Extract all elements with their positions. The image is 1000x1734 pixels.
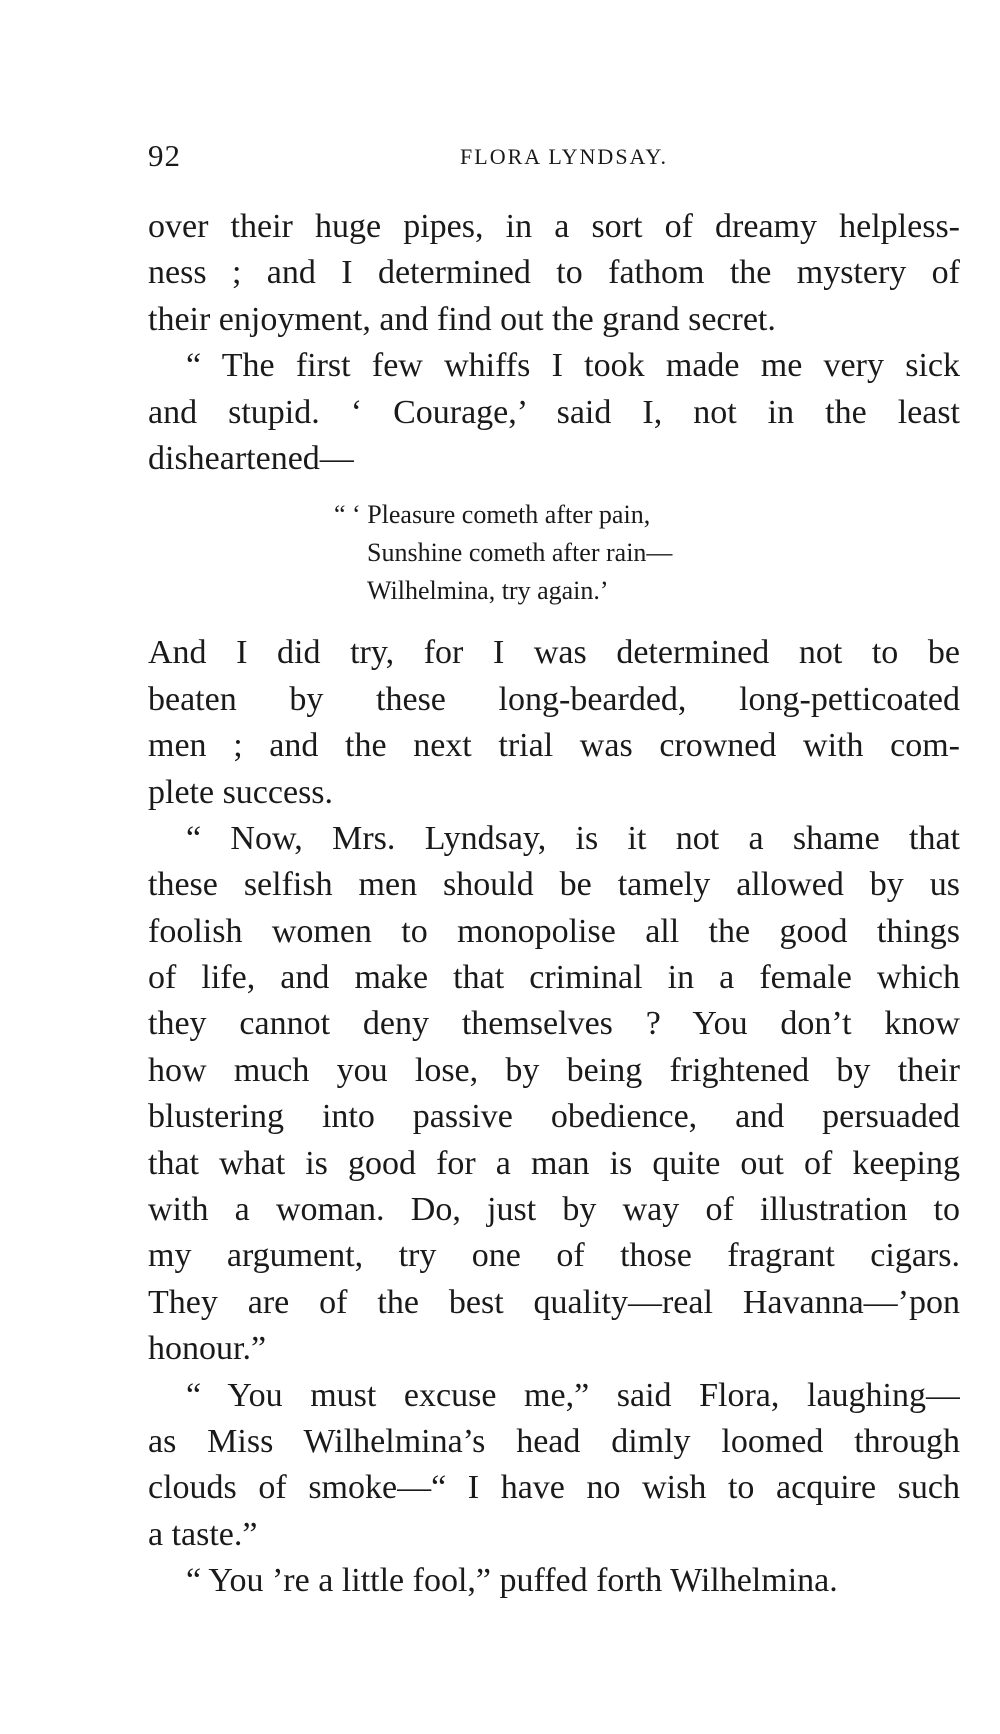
text-line: honour.” bbox=[148, 1330, 267, 1368]
text-line: and stupid. ‘ Courage,’ said I, not in the least bbox=[148, 393, 960, 431]
page-number: 92 bbox=[148, 138, 181, 173]
text-line: “ Now, Mrs. Lyndsay, is it not a shame that bbox=[186, 819, 960, 857]
text-line: And I did try, for I was determined not to be bbox=[148, 634, 960, 672]
text-line: “ The first few whiffs I took made me very sick bbox=[186, 347, 960, 385]
text-line: they cannot deny themselves ? You don’t know bbox=[148, 1005, 960, 1043]
verse-line: Sunshine cometh after rain— bbox=[367, 538, 673, 568]
text-line: a taste.” bbox=[148, 1515, 258, 1553]
text-line: “ You must excuse me,” said Flora, laughing— bbox=[186, 1376, 960, 1414]
text-line: “ You ’re a little fool,” puffed forth Wilhelmina. bbox=[186, 1562, 838, 1600]
text-line: their enjoyment, and find out the grand secret. bbox=[148, 300, 776, 338]
text-line: how much you lose, by being frightened by their bbox=[148, 1051, 960, 1089]
text-line: of life, and make that criminal in a female which bbox=[148, 959, 960, 997]
paragraph bbox=[148, 1558, 960, 1604]
text-line: They are of the best quality—real Havanna—’pon bbox=[148, 1283, 960, 1321]
paragraph bbox=[148, 630, 960, 816]
running-title: FLORA LYNDSAY. bbox=[460, 144, 668, 169]
text-line: men ; and the next trial was crowned with com- bbox=[148, 727, 960, 765]
text-line: my argument, try one of those fragrant cigars. bbox=[148, 1237, 960, 1275]
page-header bbox=[148, 138, 960, 178]
text-line: clouds of smoke—“ I have no wish to acquire such bbox=[148, 1469, 960, 1507]
text-line: as Miss Wilhelmina’s head dimly loomed through bbox=[148, 1422, 960, 1460]
paragraph bbox=[148, 816, 960, 1373]
paragraph bbox=[148, 204, 960, 343]
text-line: foolish women to monopolise all the good things bbox=[148, 912, 960, 950]
text-line: these selfish men should be tamely allowed by us bbox=[148, 866, 960, 904]
text-line: plete success. bbox=[148, 773, 334, 811]
text-line: beaten by these long-bearded, long-petticoated bbox=[148, 680, 960, 718]
text-line: blustering into passive obedience, and persuaded bbox=[148, 1098, 960, 1136]
verse-quote bbox=[148, 496, 960, 610]
text-line: ness ; and I determined to fathom the mystery of bbox=[148, 254, 960, 292]
paragraph bbox=[148, 1373, 960, 1559]
text-line: disheartened— bbox=[148, 439, 354, 477]
text-line: over their huge pipes, in a sort of dreamy helpless- bbox=[148, 208, 960, 245]
paragraph bbox=[148, 343, 960, 482]
verse-line: “ ‘ Pleasure cometh after pain, bbox=[334, 500, 651, 530]
verse-line: Wilhelmina, try again.’ bbox=[367, 576, 609, 606]
body-text bbox=[148, 204, 960, 1605]
text-line: that what is good for a man is quite out of keeping bbox=[148, 1144, 960, 1182]
text-line: with a woman. Do, just by way of illustration to bbox=[148, 1191, 960, 1229]
